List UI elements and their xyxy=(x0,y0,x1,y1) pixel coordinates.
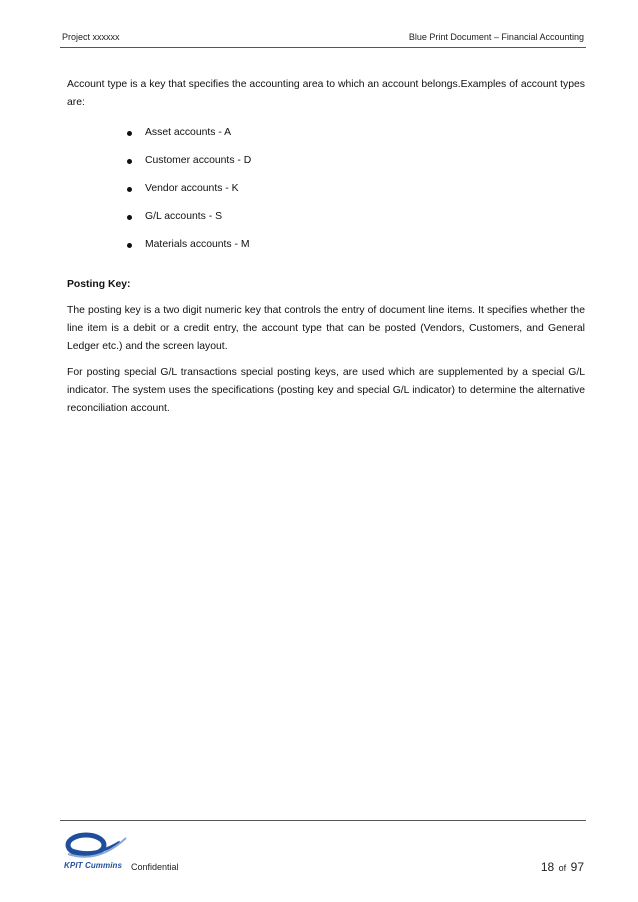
account-types-list xyxy=(67,126,585,266)
kpit-logo-icon xyxy=(64,828,132,862)
confidential-label: Confidential xyxy=(131,862,179,872)
bullet-icon xyxy=(127,243,132,248)
list-item xyxy=(67,238,585,266)
list-item-text: Vendor accounts - K xyxy=(145,183,239,194)
logo-wordmark: KPIT Cummins xyxy=(64,861,123,870)
list-item xyxy=(67,154,585,182)
footer-divider xyxy=(60,820,586,821)
posting-key-paragraph-1: The posting key is a two digit numeric key that controls the entry of document line items. It specifies whether the line item is a debit or a credit entry, the account type that can be posted (Vendors, Customers, and General Ledger etc.) and the screen layout. xyxy=(67,305,585,352)
bullet-icon xyxy=(127,159,132,164)
bullet-icon xyxy=(127,187,132,192)
intro-paragraph: Account type is a key that specifies the accounting area to which an account belongs.Examples of account types are: xyxy=(67,79,585,108)
page-header xyxy=(62,30,584,46)
page-content xyxy=(67,76,585,418)
list-item-text: G/L accounts - S xyxy=(145,211,223,222)
list-item-text: Customer accounts - D xyxy=(145,155,252,166)
header-document-title: Blue Print Document – Financial Accounting xyxy=(408,32,584,42)
page-total: 97 xyxy=(570,860,584,874)
posting-key-heading: Posting Key: xyxy=(67,279,131,290)
posting-key-paragraph-2: For posting special G/L transactions special posting keys, are used which are supplemented by a special G/L indicator. The system uses the specifications (posting key and special G/L indicator) to determine the alternative reconciliation account. xyxy=(67,367,585,414)
bullet-icon xyxy=(127,215,132,220)
list-item xyxy=(67,182,585,210)
page-number xyxy=(541,858,584,876)
header-divider xyxy=(60,47,586,48)
page-current: 18 xyxy=(540,860,555,874)
page-of: of xyxy=(558,863,567,873)
list-item-text: Asset accounts - A xyxy=(145,127,232,138)
list-item xyxy=(67,126,585,154)
bullet-icon xyxy=(127,131,132,136)
header-project: Project xxxxxx xyxy=(62,32,120,42)
list-item xyxy=(67,210,585,238)
list-item-text: Materials accounts - M xyxy=(145,239,250,250)
